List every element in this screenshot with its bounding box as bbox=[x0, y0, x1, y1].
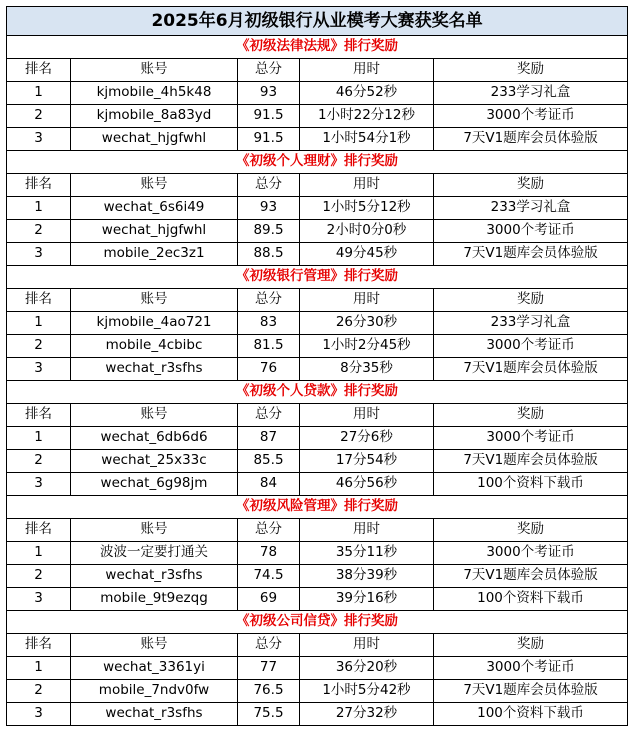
cell-time: 27分32秒 bbox=[300, 703, 434, 726]
cell-account: wechat_r3sfhs bbox=[71, 703, 238, 726]
cell-account: wechat_25x33c bbox=[71, 450, 238, 473]
table-row bbox=[7, 82, 628, 105]
cell-score: 85.5 bbox=[238, 450, 300, 473]
cell-score: 76 bbox=[238, 358, 300, 381]
column-header-score: 总分 bbox=[238, 289, 300, 312]
cell-time: 27分6秒 bbox=[300, 427, 434, 450]
cell-prize: 7天V1题库会员体验版 bbox=[434, 358, 628, 381]
cell-rank: 1 bbox=[7, 82, 71, 105]
cell-rank: 3 bbox=[7, 128, 71, 151]
page-title: 2025年6月初级银行从业模考大赛获奖名单 bbox=[7, 7, 628, 36]
cell-account: kjmobile_8a83yd bbox=[71, 105, 238, 128]
cell-time: 17分54秒 bbox=[300, 450, 434, 473]
cell-time: 2小时0分0秒 bbox=[300, 220, 434, 243]
cell-prize: 100个资料下载币 bbox=[434, 588, 628, 611]
section-title: 《初级公司信贷》排行奖励 bbox=[7, 611, 628, 634]
cell-rank: 2 bbox=[7, 680, 71, 703]
section-title: 《初级个人理财》排行奖励 bbox=[7, 151, 628, 174]
column-header-prize: 奖励 bbox=[434, 404, 628, 427]
table-row bbox=[7, 703, 628, 726]
column-header-prize: 奖励 bbox=[434, 174, 628, 197]
table-row bbox=[7, 105, 628, 128]
table-row bbox=[7, 657, 628, 680]
cell-score: 83 bbox=[238, 312, 300, 335]
header-row bbox=[7, 59, 628, 82]
table-row bbox=[7, 565, 628, 588]
cell-time: 1小时22分12秒 bbox=[300, 105, 434, 128]
cell-time: 26分30秒 bbox=[300, 312, 434, 335]
column-header-account: 账号 bbox=[71, 174, 238, 197]
cell-rank: 2 bbox=[7, 220, 71, 243]
column-header-prize: 奖励 bbox=[434, 59, 628, 82]
cell-rank: 3 bbox=[7, 703, 71, 726]
cell-time: 1小时5分12秒 bbox=[300, 197, 434, 220]
cell-rank: 2 bbox=[7, 450, 71, 473]
table-row bbox=[7, 542, 628, 565]
cell-score: 91.5 bbox=[238, 128, 300, 151]
table-row bbox=[7, 197, 628, 220]
cell-prize: 233学习礼盒 bbox=[434, 82, 628, 105]
section-row bbox=[7, 496, 628, 519]
column-header-prize: 奖励 bbox=[434, 519, 628, 542]
table-row bbox=[7, 427, 628, 450]
header-row bbox=[7, 634, 628, 657]
column-header-account: 账号 bbox=[71, 289, 238, 312]
header-row bbox=[7, 289, 628, 312]
cell-score: 76.5 bbox=[238, 680, 300, 703]
column-header-score: 总分 bbox=[238, 634, 300, 657]
cell-score: 75.5 bbox=[238, 703, 300, 726]
cell-time: 46分56秒 bbox=[300, 473, 434, 496]
table-row bbox=[7, 680, 628, 703]
cell-rank: 2 bbox=[7, 105, 71, 128]
cell-score: 77 bbox=[238, 657, 300, 680]
table-row bbox=[7, 588, 628, 611]
section-row bbox=[7, 151, 628, 174]
column-header-score: 总分 bbox=[238, 519, 300, 542]
cell-score: 78 bbox=[238, 542, 300, 565]
cell-score: 93 bbox=[238, 82, 300, 105]
cell-prize: 100个资料下载币 bbox=[434, 703, 628, 726]
cell-rank: 2 bbox=[7, 335, 71, 358]
cell-account: mobile_7ndv0fw bbox=[71, 680, 238, 703]
section-title: 《初级法律法规》排行奖励 bbox=[7, 36, 628, 59]
column-header-time: 用时 bbox=[300, 289, 434, 312]
cell-account: mobile_2ec3z1 bbox=[71, 243, 238, 266]
cell-prize: 233学习礼盒 bbox=[434, 312, 628, 335]
cell-time: 35分11秒 bbox=[300, 542, 434, 565]
table-row bbox=[7, 450, 628, 473]
column-header-time: 用时 bbox=[300, 634, 434, 657]
cell-account: wechat_6db6d6 bbox=[71, 427, 238, 450]
cell-time: 46分52秒 bbox=[300, 82, 434, 105]
cell-rank: 3 bbox=[7, 588, 71, 611]
awards-table bbox=[6, 6, 628, 726]
cell-account: wechat_6s6i49 bbox=[71, 197, 238, 220]
table-row bbox=[7, 473, 628, 496]
section-row bbox=[7, 381, 628, 404]
column-header-account: 账号 bbox=[71, 404, 238, 427]
cell-prize: 3000个考证币 bbox=[434, 105, 628, 128]
table-row bbox=[7, 335, 628, 358]
section-row bbox=[7, 266, 628, 289]
cell-rank: 1 bbox=[7, 542, 71, 565]
column-header-score: 总分 bbox=[238, 174, 300, 197]
table-row bbox=[7, 128, 628, 151]
cell-prize: 3000个考证币 bbox=[434, 657, 628, 680]
column-header-rank: 排名 bbox=[7, 519, 71, 542]
cell-prize: 7天V1题库会员体验版 bbox=[434, 565, 628, 588]
column-header-time: 用时 bbox=[300, 174, 434, 197]
cell-score: 88.5 bbox=[238, 243, 300, 266]
cell-account: kjmobile_4ao721 bbox=[71, 312, 238, 335]
column-header-rank: 排名 bbox=[7, 59, 71, 82]
cell-rank: 2 bbox=[7, 565, 71, 588]
cell-prize: 3000个考证币 bbox=[434, 542, 628, 565]
cell-rank: 1 bbox=[7, 657, 71, 680]
cell-score: 74.5 bbox=[238, 565, 300, 588]
header-row bbox=[7, 404, 628, 427]
column-header-time: 用时 bbox=[300, 404, 434, 427]
column-header-rank: 排名 bbox=[7, 289, 71, 312]
cell-rank: 3 bbox=[7, 358, 71, 381]
cell-account: wechat_6g98jm bbox=[71, 473, 238, 496]
section-title: 《初级个人贷款》排行奖励 bbox=[7, 381, 628, 404]
cell-account: kjmobile_4h5k48 bbox=[71, 82, 238, 105]
cell-account: 波波一定要打通关 bbox=[71, 542, 238, 565]
cell-prize: 7天V1题库会员体验版 bbox=[434, 450, 628, 473]
cell-score: 89.5 bbox=[238, 220, 300, 243]
cell-account: wechat_r3sfhs bbox=[71, 358, 238, 381]
cell-prize: 100个资料下载币 bbox=[434, 473, 628, 496]
cell-rank: 3 bbox=[7, 243, 71, 266]
cell-prize: 233学习礼盒 bbox=[434, 197, 628, 220]
column-header-prize: 奖励 bbox=[434, 634, 628, 657]
cell-score: 81.5 bbox=[238, 335, 300, 358]
cell-rank: 1 bbox=[7, 427, 71, 450]
section-row bbox=[7, 611, 628, 634]
title-row bbox=[7, 7, 628, 36]
cell-rank: 3 bbox=[7, 473, 71, 496]
cell-score: 69 bbox=[238, 588, 300, 611]
table-row bbox=[7, 312, 628, 335]
header-row bbox=[7, 519, 628, 542]
cell-rank: 1 bbox=[7, 312, 71, 335]
section-title: 《初级风险管理》排行奖励 bbox=[7, 496, 628, 519]
cell-time: 1小时54分1秒 bbox=[300, 128, 434, 151]
cell-score: 84 bbox=[238, 473, 300, 496]
cell-score: 87 bbox=[238, 427, 300, 450]
cell-prize: 3000个考证币 bbox=[434, 427, 628, 450]
column-header-rank: 排名 bbox=[7, 174, 71, 197]
cell-time: 1小时2分45秒 bbox=[300, 335, 434, 358]
table-row bbox=[7, 220, 628, 243]
column-header-account: 账号 bbox=[71, 59, 238, 82]
cell-score: 93 bbox=[238, 197, 300, 220]
section-title: 《初级银行管理》排行奖励 bbox=[7, 266, 628, 289]
cell-prize: 7天V1题库会员体验版 bbox=[434, 243, 628, 266]
cell-time: 36分20秒 bbox=[300, 657, 434, 680]
column-header-score: 总分 bbox=[238, 404, 300, 427]
cell-account: wechat_3361yi bbox=[71, 657, 238, 680]
cell-score: 91.5 bbox=[238, 105, 300, 128]
cell-time: 49分45秒 bbox=[300, 243, 434, 266]
table-row bbox=[7, 358, 628, 381]
column-header-rank: 排名 bbox=[7, 404, 71, 427]
cell-time: 8分35秒 bbox=[300, 358, 434, 381]
cell-time: 38分39秒 bbox=[300, 565, 434, 588]
cell-time: 39分16秒 bbox=[300, 588, 434, 611]
header-row bbox=[7, 174, 628, 197]
cell-account: wechat_hjgfwhl bbox=[71, 220, 238, 243]
column-header-account: 账号 bbox=[71, 634, 238, 657]
cell-account: mobile_9t9ezqg bbox=[71, 588, 238, 611]
cell-rank: 1 bbox=[7, 197, 71, 220]
cell-account: mobile_4cbibc bbox=[71, 335, 238, 358]
column-header-rank: 排名 bbox=[7, 634, 71, 657]
cell-prize: 3000个考证币 bbox=[434, 335, 628, 358]
cell-account: wechat_hjgfwhl bbox=[71, 128, 238, 151]
column-header-time: 用时 bbox=[300, 59, 434, 82]
table-row bbox=[7, 243, 628, 266]
cell-prize: 7天V1题库会员体验版 bbox=[434, 128, 628, 151]
cell-time: 1小时5分42秒 bbox=[300, 680, 434, 703]
cell-prize: 3000个考证币 bbox=[434, 220, 628, 243]
section-row bbox=[7, 36, 628, 59]
column-header-account: 账号 bbox=[71, 519, 238, 542]
column-header-time: 用时 bbox=[300, 519, 434, 542]
column-header-prize: 奖励 bbox=[434, 289, 628, 312]
column-header-score: 总分 bbox=[238, 59, 300, 82]
cell-account: wechat_r3sfhs bbox=[71, 565, 238, 588]
cell-prize: 7天V1题库会员体验版 bbox=[434, 680, 628, 703]
